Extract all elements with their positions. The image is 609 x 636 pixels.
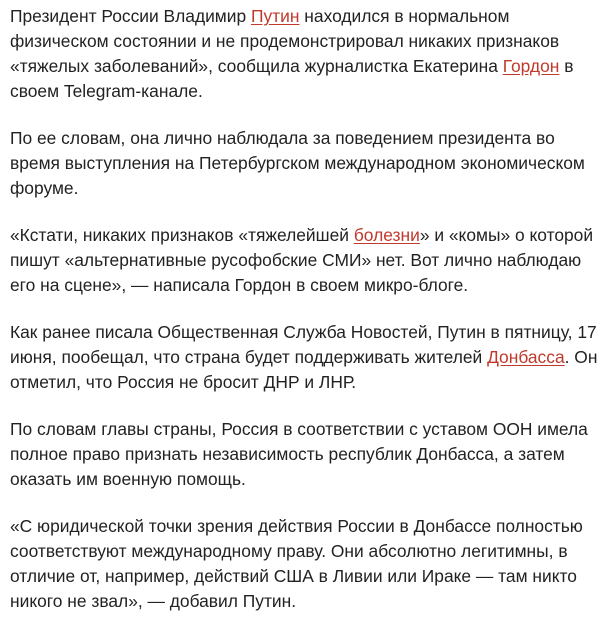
link-putin[interactable]: Путин [250, 6, 300, 26]
link-gordon[interactable]: Гордон [502, 56, 560, 76]
paragraph-2 [10, 126, 603, 201]
link-donbass[interactable]: Донбасса [487, 347, 565, 367]
paragraph-text: По ее словам, она лично наблюдала за поведением президента во время выступления на Петербургском международном экономическом форуме. [10, 128, 585, 198]
paragraph-text: находился в нормальном физическом состоянии и не продемонстрировал никаких признаков «тяжелых заболеваний», сообщила журналистка Екатерина [10, 6, 560, 76]
paragraph-1 [10, 4, 603, 104]
paragraph-4 [10, 320, 603, 395]
paragraph-text: » и «комы» о которой пишут «альтернативные русофобские СМИ» нет. Вот лично наблюдаю его на сцене», — написала Гордон в своем микро-блоге. [10, 225, 594, 295]
paragraph-text: Президент России Владимир [10, 6, 251, 26]
link-illness[interactable]: болезни [353, 225, 420, 245]
paragraph-3 [10, 223, 603, 298]
paragraph-text: «С юридической точки зрения действия России в Донбассе полностью соответствуют международному праву. Они абсолютно легитимны, в отличие от, например, действий США в Ливии или Ираке — там никто никого не звал», — добавил Путин. [10, 516, 583, 611]
paragraph-5 [10, 417, 603, 492]
paragraph-text: «Кстати, никаких признаков «тяжелейшей [10, 225, 354, 245]
paragraph-text: . Он отметил, что Россия не бросит ДНР и ЛНР. [10, 347, 598, 392]
paragraph-6 [10, 514, 603, 614]
paragraph-text: в своем Telegram-канале. [10, 56, 574, 101]
paragraph-text: Как ранее писала Общественная Служба Новостей, Путин в пятницу, 17 июня, пообещал, что страна будет поддерживать жителей [10, 322, 597, 367]
paragraph-text: По словам главы страны, Россия в соответствии с уставом ООН имела полное право признать независимость республик Донбасса, а затем оказать им военную помощь. [10, 419, 588, 489]
